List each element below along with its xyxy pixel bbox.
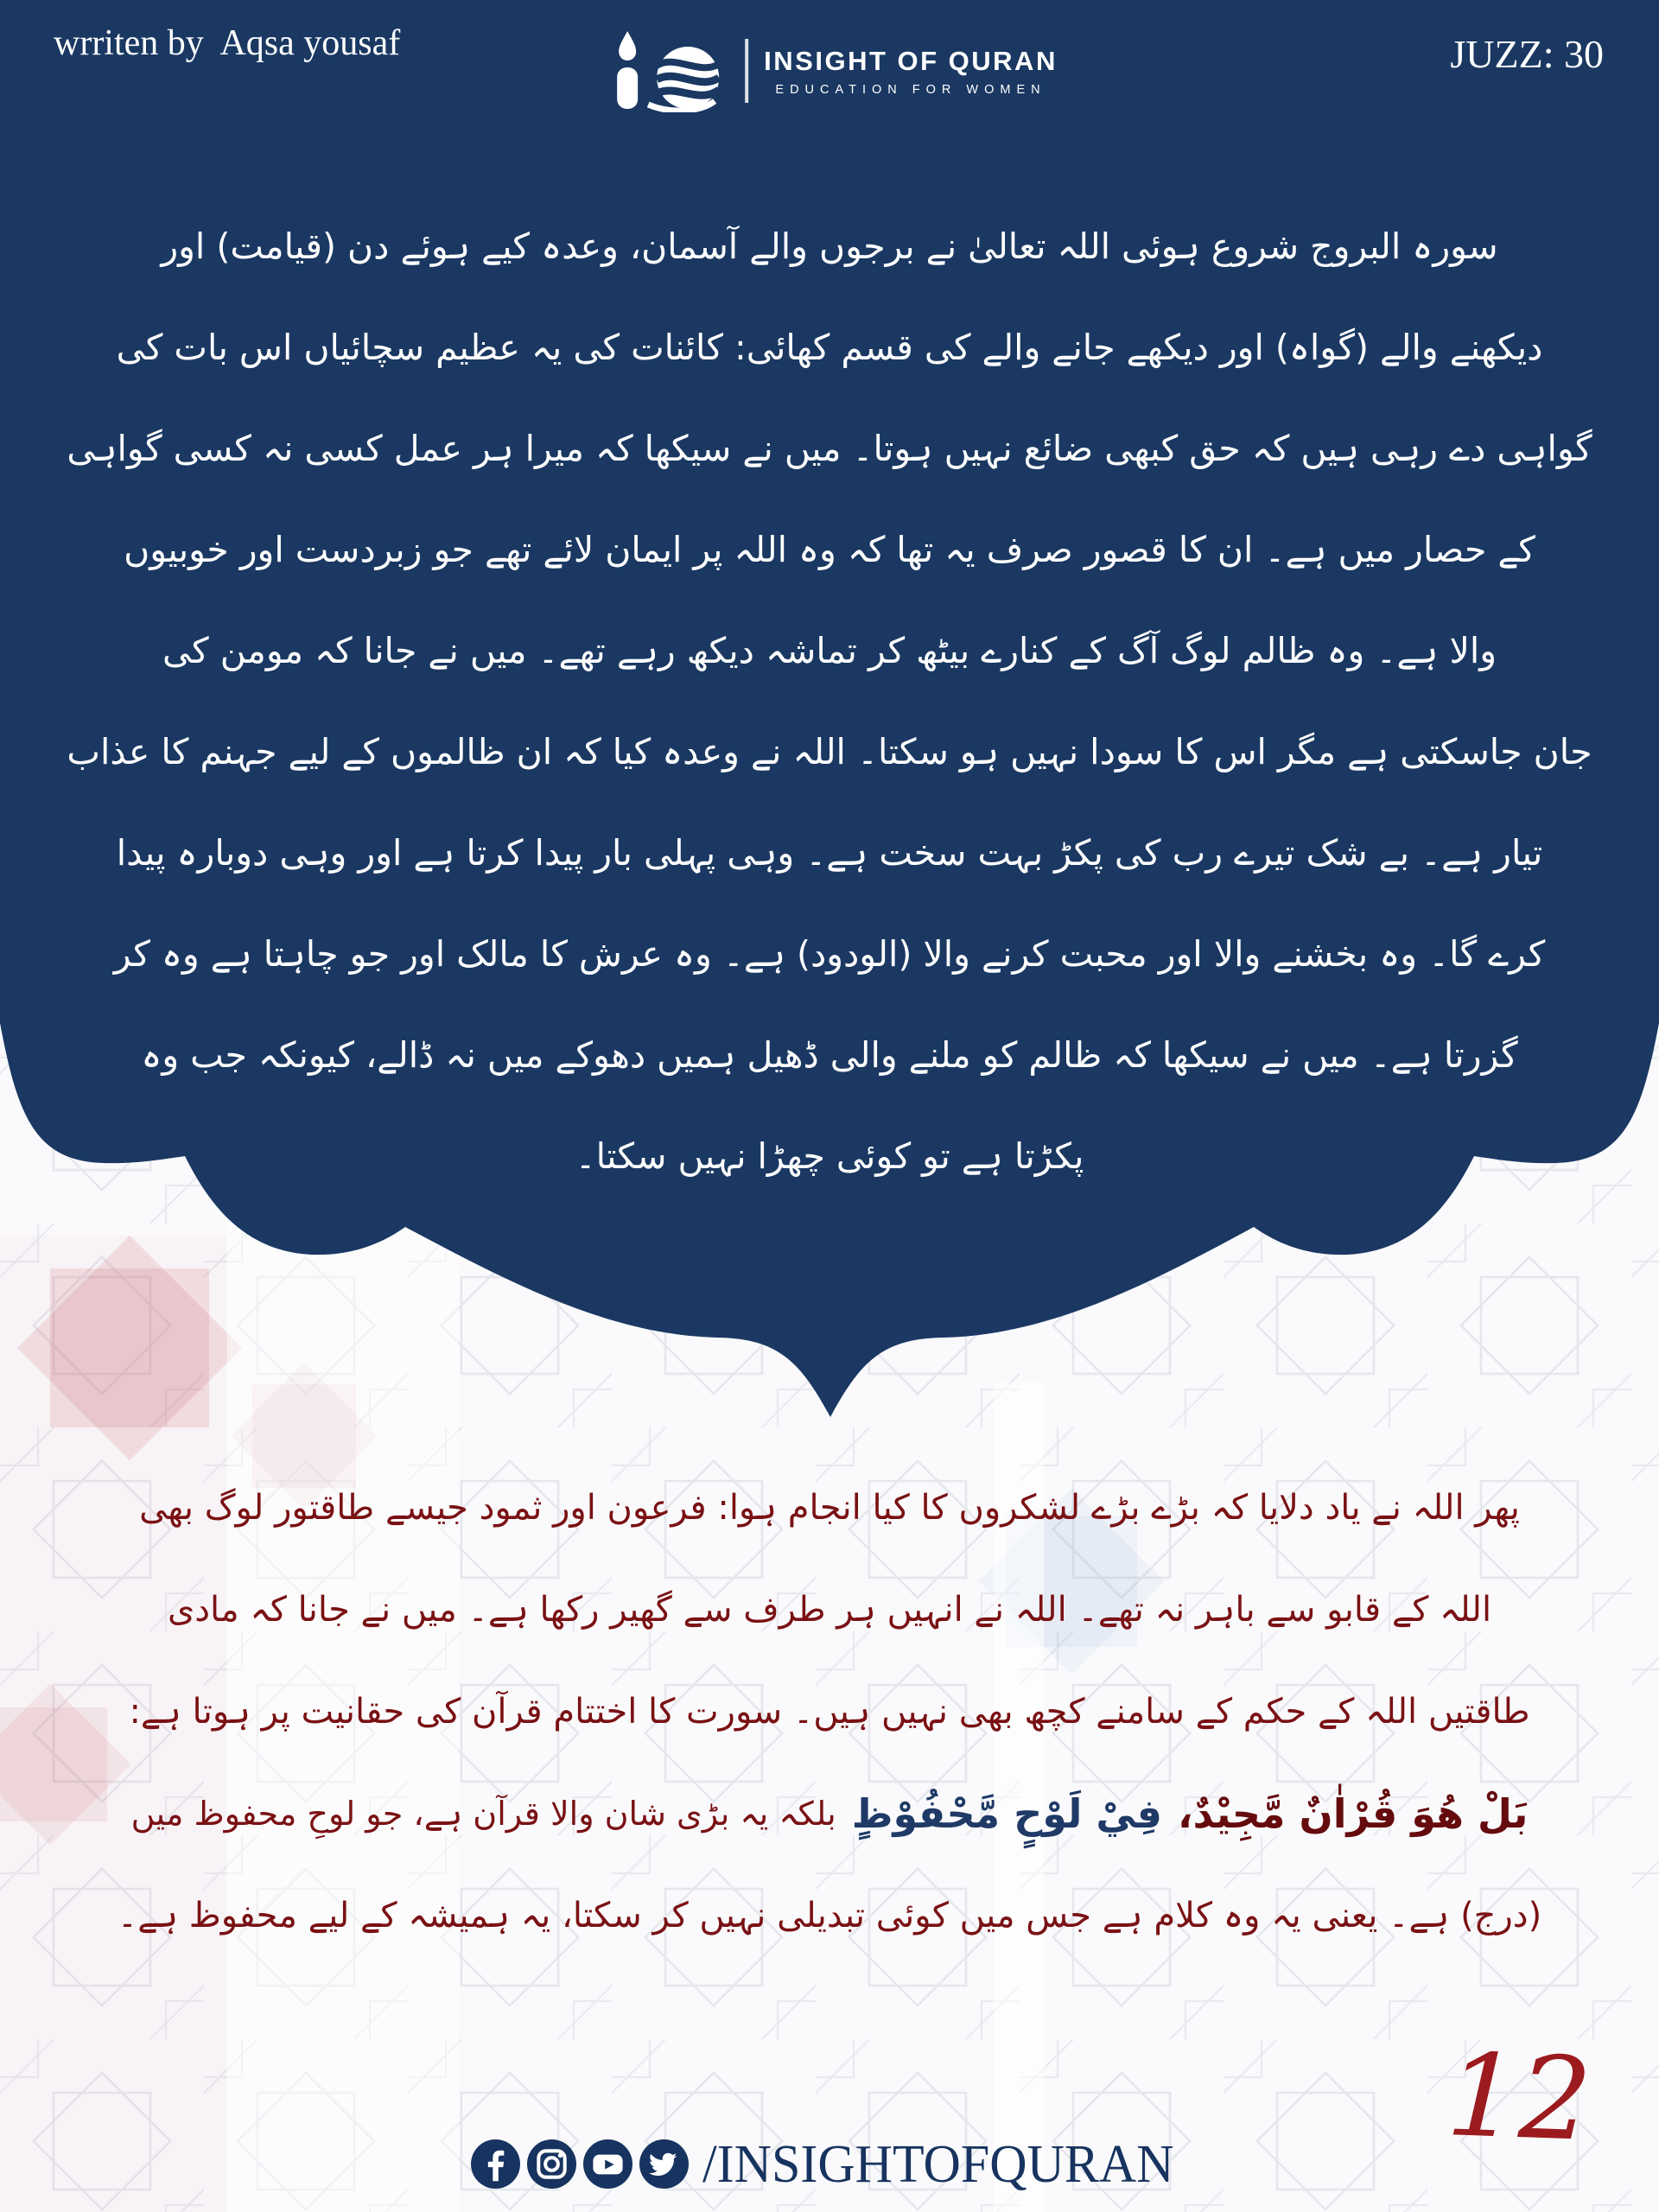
social-handle: /INSIGHTOFQURAN <box>702 2133 1174 2194</box>
main-urdu-text-block <box>50 195 1609 1206</box>
quran-verse-line <box>48 1763 1611 1865</box>
candle-globe-logo-icon <box>601 29 729 112</box>
urdu-line: کے حصار میں ہے۔ ان کا قصور صرف یہ تھا کہ وہ اللہ پر ایمان لائے تھے جو زبردست اور خوبیوں <box>124 528 1535 570</box>
verse-arabic-maroon: بَلْ هُوَ قُرْاٰنٌ مَّجِيْدٌ، <box>1178 1790 1529 1837</box>
juzz-label: JUZZ: 30 <box>1450 32 1604 76</box>
footer-social-row <box>471 2134 1174 2194</box>
urdu-line-centered: پکڑتا ہے تو کوئی چھڑا نہیں سکتا۔ <box>575 1135 1084 1177</box>
red-urdu-text-block <box>48 1457 1611 1967</box>
written-by-credit: wrriten by Aqsa yousaf <box>54 23 401 63</box>
urdu-line: دیکھنے والے (گواہ) اور دیکھے جانے والے کی قسم کھائی: کائنات کی یہ عظیم سچائیاں اس بات کی <box>116 326 1543 368</box>
brand-logo <box>601 29 1058 112</box>
twitter-icon <box>639 2139 689 2189</box>
urdu-line: طاقتیں اللہ کے حکم کے سامنے کچھ بھی نہیں ہیں۔ سورت کا اختتام قرآن کی حقانیت پر ہوتا ہے: <box>129 1692 1530 1732</box>
verse-arabic-navy: فِيْ لَوْحٍ مَّحْفُوْظٍ <box>851 1790 1163 1837</box>
urdu-line: تیار ہے۔ بے شک تیرے رب کی پکڑ بہت سخت ہے۔ وہی پہلی بار پیدا کرتا ہے اور وہی دوبارہ پیدا <box>116 831 1543 874</box>
urdu-line: کرے گا۔ وہ بخشنے والا اور محبت کرنے والا (الودود) ہے۔ وہ عرش کا مالک اور جو چاہتا ہے وہ کر <box>113 932 1546 975</box>
urdu-line: گزرتا ہے۔ میں نے سیکھا کہ ظالم کو ملنے والی ڈھیل ہمیں دھوکے میں نہ ڈالے، کیونکہ جب وہ <box>141 1033 1518 1076</box>
urdu-line: (درج) ہے۔ یعنی یہ وہ کلام ہے جس میں کوئی تبدیلی نہیں کر سکتا، یہ ہمیشہ کے لیے محفوظ ہے۔ <box>117 1896 1542 1936</box>
urdu-line: پھر اللہ نے یاد دلایا کہ بڑے بڑے لشکروں کا کیا انجام ہوا: فرعون اور ثمود جیسے طاقتور لوگ بھی <box>139 1488 1520 1528</box>
logo-subtitle: EDUCATION FOR WOMEN <box>775 82 1046 97</box>
urdu-line: جان جاسکتی ہے مگر اس کا سودا نہیں ہو سکتا۔ اللہ نے وعدہ کیا کہ ان ظالموں کے لیے جہنم کا عذاب <box>67 730 1592 772</box>
urdu-line: سورہ البروج شروع ہوئی اللہ تعالیٰ نے برجوں والے آسمان، وعدہ کیے ہوئے دن (قیامت) اور <box>161 225 1498 267</box>
urdu-line: گواہی دے رہی ہیں کہ حق کبھی ضائع نہیں ہوتا۔ میں نے سیکھا کہ میرا ہر عمل کسی نہ کسی گواہی <box>67 427 1592 469</box>
facebook-icon <box>471 2139 520 2189</box>
verse-urdu-translation: بلکہ یہ بڑی شان والا قرآن ہے، جو لوحِ محفوظ میں <box>130 1795 836 1833</box>
page-number: 12 <box>1444 2029 1594 2167</box>
logo-divider <box>745 39 748 103</box>
youtube-icon <box>583 2139 632 2189</box>
urdu-line: اللہ کے قابو سے باہر نہ تھے۔ اللہ نے انہیں ہر طرف سے گھیر رکھا ہے۔ میں نے جانا کہ مادی <box>167 1590 1492 1630</box>
urdu-line: والا ہے۔ وہ ظالم لوگ آگ کے کنارے بیٹھ کر تماشہ دیکھ رہے تھے۔ میں نے جانا کہ مومن کی <box>162 629 1497 671</box>
logo-title: INSIGHT OF QURAN <box>764 45 1058 76</box>
instagram-icon <box>527 2139 576 2189</box>
